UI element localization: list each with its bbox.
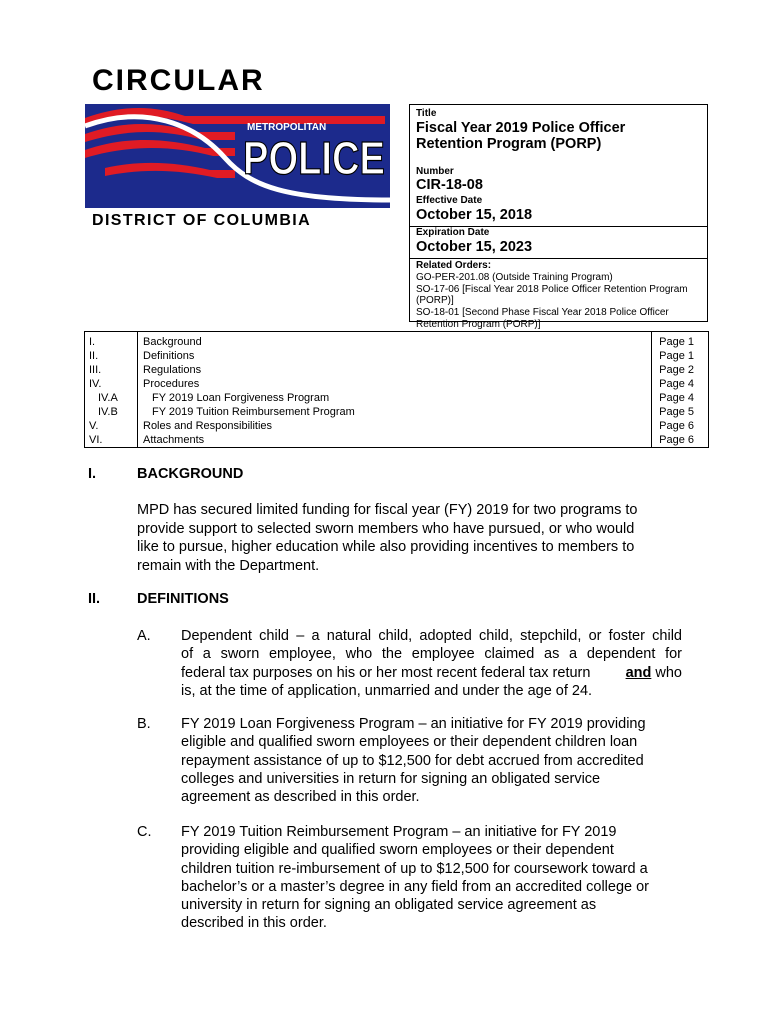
title-label: Title — [416, 108, 437, 119]
definition-line: colleges and universities in return for signing an obligated service — [181, 770, 601, 787]
toc-title: Attachments — [143, 434, 205, 446]
toc-row — [85, 433, 708, 447]
effective-date-value: October 15, 2018 — [416, 207, 533, 223]
number-value: CIR-18-08 — [416, 177, 483, 193]
toc-title: FY 2019 Tuition Reimbursement Program — [152, 406, 355, 418]
definition-letter: C. — [137, 824, 152, 840]
definition-line: university in return for signing an obligated service agreement as — [181, 897, 597, 914]
related-order-line: (PORP)] — [416, 295, 454, 307]
expiration-date-label: Expiration Date — [416, 227, 490, 238]
section-title: BACKGROUND — [137, 466, 244, 482]
toc-number: VI. — [89, 434, 103, 446]
toc-title: Background — [143, 336, 202, 348]
definition-line: of a sworn employee, who the employee claimed as a dependent for — [181, 646, 682, 663]
logo-text-big: POLICE — [243, 132, 385, 184]
definition-line: repayment assistance of up to $12,500 for debt accrued from accredited — [181, 752, 644, 769]
toc-row — [85, 377, 708, 391]
toc-row — [85, 419, 708, 433]
toc-number: II. — [89, 350, 99, 362]
definition-letter: B. — [137, 716, 151, 732]
title-value-line1: Fiscal Year 2019 Police Officer — [416, 120, 626, 136]
toc-title: Definitions — [143, 350, 195, 362]
definition-line-who: who — [651, 664, 682, 681]
related-order-line: Retention Program (PORP)] — [416, 318, 541, 330]
toc-page: Page 1 — [659, 336, 694, 348]
definition-line: children tuition re-imbursement of up to $12,500 for coursework toward a — [181, 860, 648, 877]
toc-row — [85, 405, 708, 419]
section-number: II. — [88, 591, 101, 607]
definition-line: is, at the time of application, unmarried and under the age of 24. — [181, 682, 593, 699]
definition-line: providing eligible and qualified sworn employees or their dependent — [181, 842, 614, 859]
toc-page: Page 5 — [659, 406, 694, 418]
definition-line: Dependent child – a natural child, adopted child, stepchild, or foster child — [181, 628, 682, 644]
related-order-line: GO-PER-201.08 (Outside Training Program) — [416, 271, 613, 283]
paragraph-line: provide support to selected sworn members who have pursued, or who would — [137, 520, 635, 537]
logo-text-small: METROPOLITAN — [247, 122, 327, 133]
definition-line — [181, 664, 682, 682]
toc-page: Page 6 — [659, 434, 694, 446]
section-title: DEFINITIONS — [137, 591, 229, 607]
definition-text — [181, 715, 682, 806]
toc-row — [85, 363, 708, 377]
paragraph-line: remain with the Department. — [137, 557, 320, 574]
district-label: DISTRICT OF COLUMBIA — [92, 212, 312, 229]
section-number: I. — [88, 466, 97, 482]
expiration-date-value: October 15, 2023 — [416, 239, 533, 255]
related-orders — [416, 260, 707, 331]
toc-number: III. — [89, 364, 102, 376]
definition-line: FY 2019 Tuition Reimbursement Program – an initiative for FY 2019 — [181, 824, 617, 840]
definition-text — [181, 823, 682, 933]
toc-row — [85, 391, 708, 405]
toc-number: I. — [89, 336, 96, 348]
number-label: Number — [416, 166, 454, 177]
effective-date-label: Effective Date — [416, 195, 483, 206]
related-order-line: SO-18-01 [Second Phase Fiscal Year 2018 Police Officer — [416, 307, 669, 319]
emphasis-and: and — [625, 664, 652, 681]
table-of-contents — [84, 331, 709, 448]
definition-line-text: federal tax purposes on his or her most recent federal tax return — [181, 664, 591, 681]
toc-title: Roles and Responsibilities — [143, 420, 273, 432]
definition-letter: A. — [137, 628, 151, 644]
circular-info-box — [409, 104, 708, 330]
toc-number: V. — [89, 420, 99, 432]
toc-title: Regulations — [143, 364, 202, 376]
paragraph-line: like to pursue, higher education while also providing incentives to members to — [137, 539, 635, 555]
definition-line: eligible and qualified sworn employees or their dependent children loan — [181, 734, 638, 751]
divider — [410, 258, 707, 259]
related-orders-label: Related Orders: — [416, 260, 492, 271]
definition-line: agreement as described in this order. — [181, 789, 420, 806]
toc-page: Page 6 — [659, 420, 694, 432]
related-order-line: SO-17-06 [Fiscal Year 2018 Police Officer Retention Program — [416, 283, 688, 295]
definition-text — [181, 627, 682, 700]
definition-line: described in this order. — [181, 915, 327, 932]
mpd-police-logo — [85, 104, 390, 208]
definition-line: FY 2019 Loan Forgiveness Program – an initiative for FY 2019 providing — [181, 716, 646, 732]
background-paragraph — [137, 501, 717, 575]
toc-title: Procedures — [143, 378, 200, 390]
toc-page: Page 2 — [659, 364, 694, 376]
toc-row — [85, 335, 708, 349]
toc-number: IV.B — [98, 406, 118, 418]
definition-line-end — [626, 664, 682, 682]
toc-page: Page 4 — [659, 378, 694, 390]
toc-title: FY 2019 Loan Forgiveness Program — [152, 392, 330, 404]
title-value-line2: Retention Program (PORP) — [416, 136, 602, 152]
definition-line: bachelor’s or a master’s degree in any field from an accredited college or — [181, 878, 650, 895]
toc-number: IV.A — [98, 392, 118, 404]
toc-row — [85, 349, 708, 363]
paragraph-line: MPD has secured limited funding for fiscal year (FY) 2019 for two programs to — [137, 502, 638, 518]
toc-page: Page 4 — [659, 392, 694, 404]
circular-title: CIRCULAR — [92, 64, 265, 97]
toc-page: Page 1 — [659, 350, 694, 362]
toc-number: IV. — [89, 378, 102, 390]
